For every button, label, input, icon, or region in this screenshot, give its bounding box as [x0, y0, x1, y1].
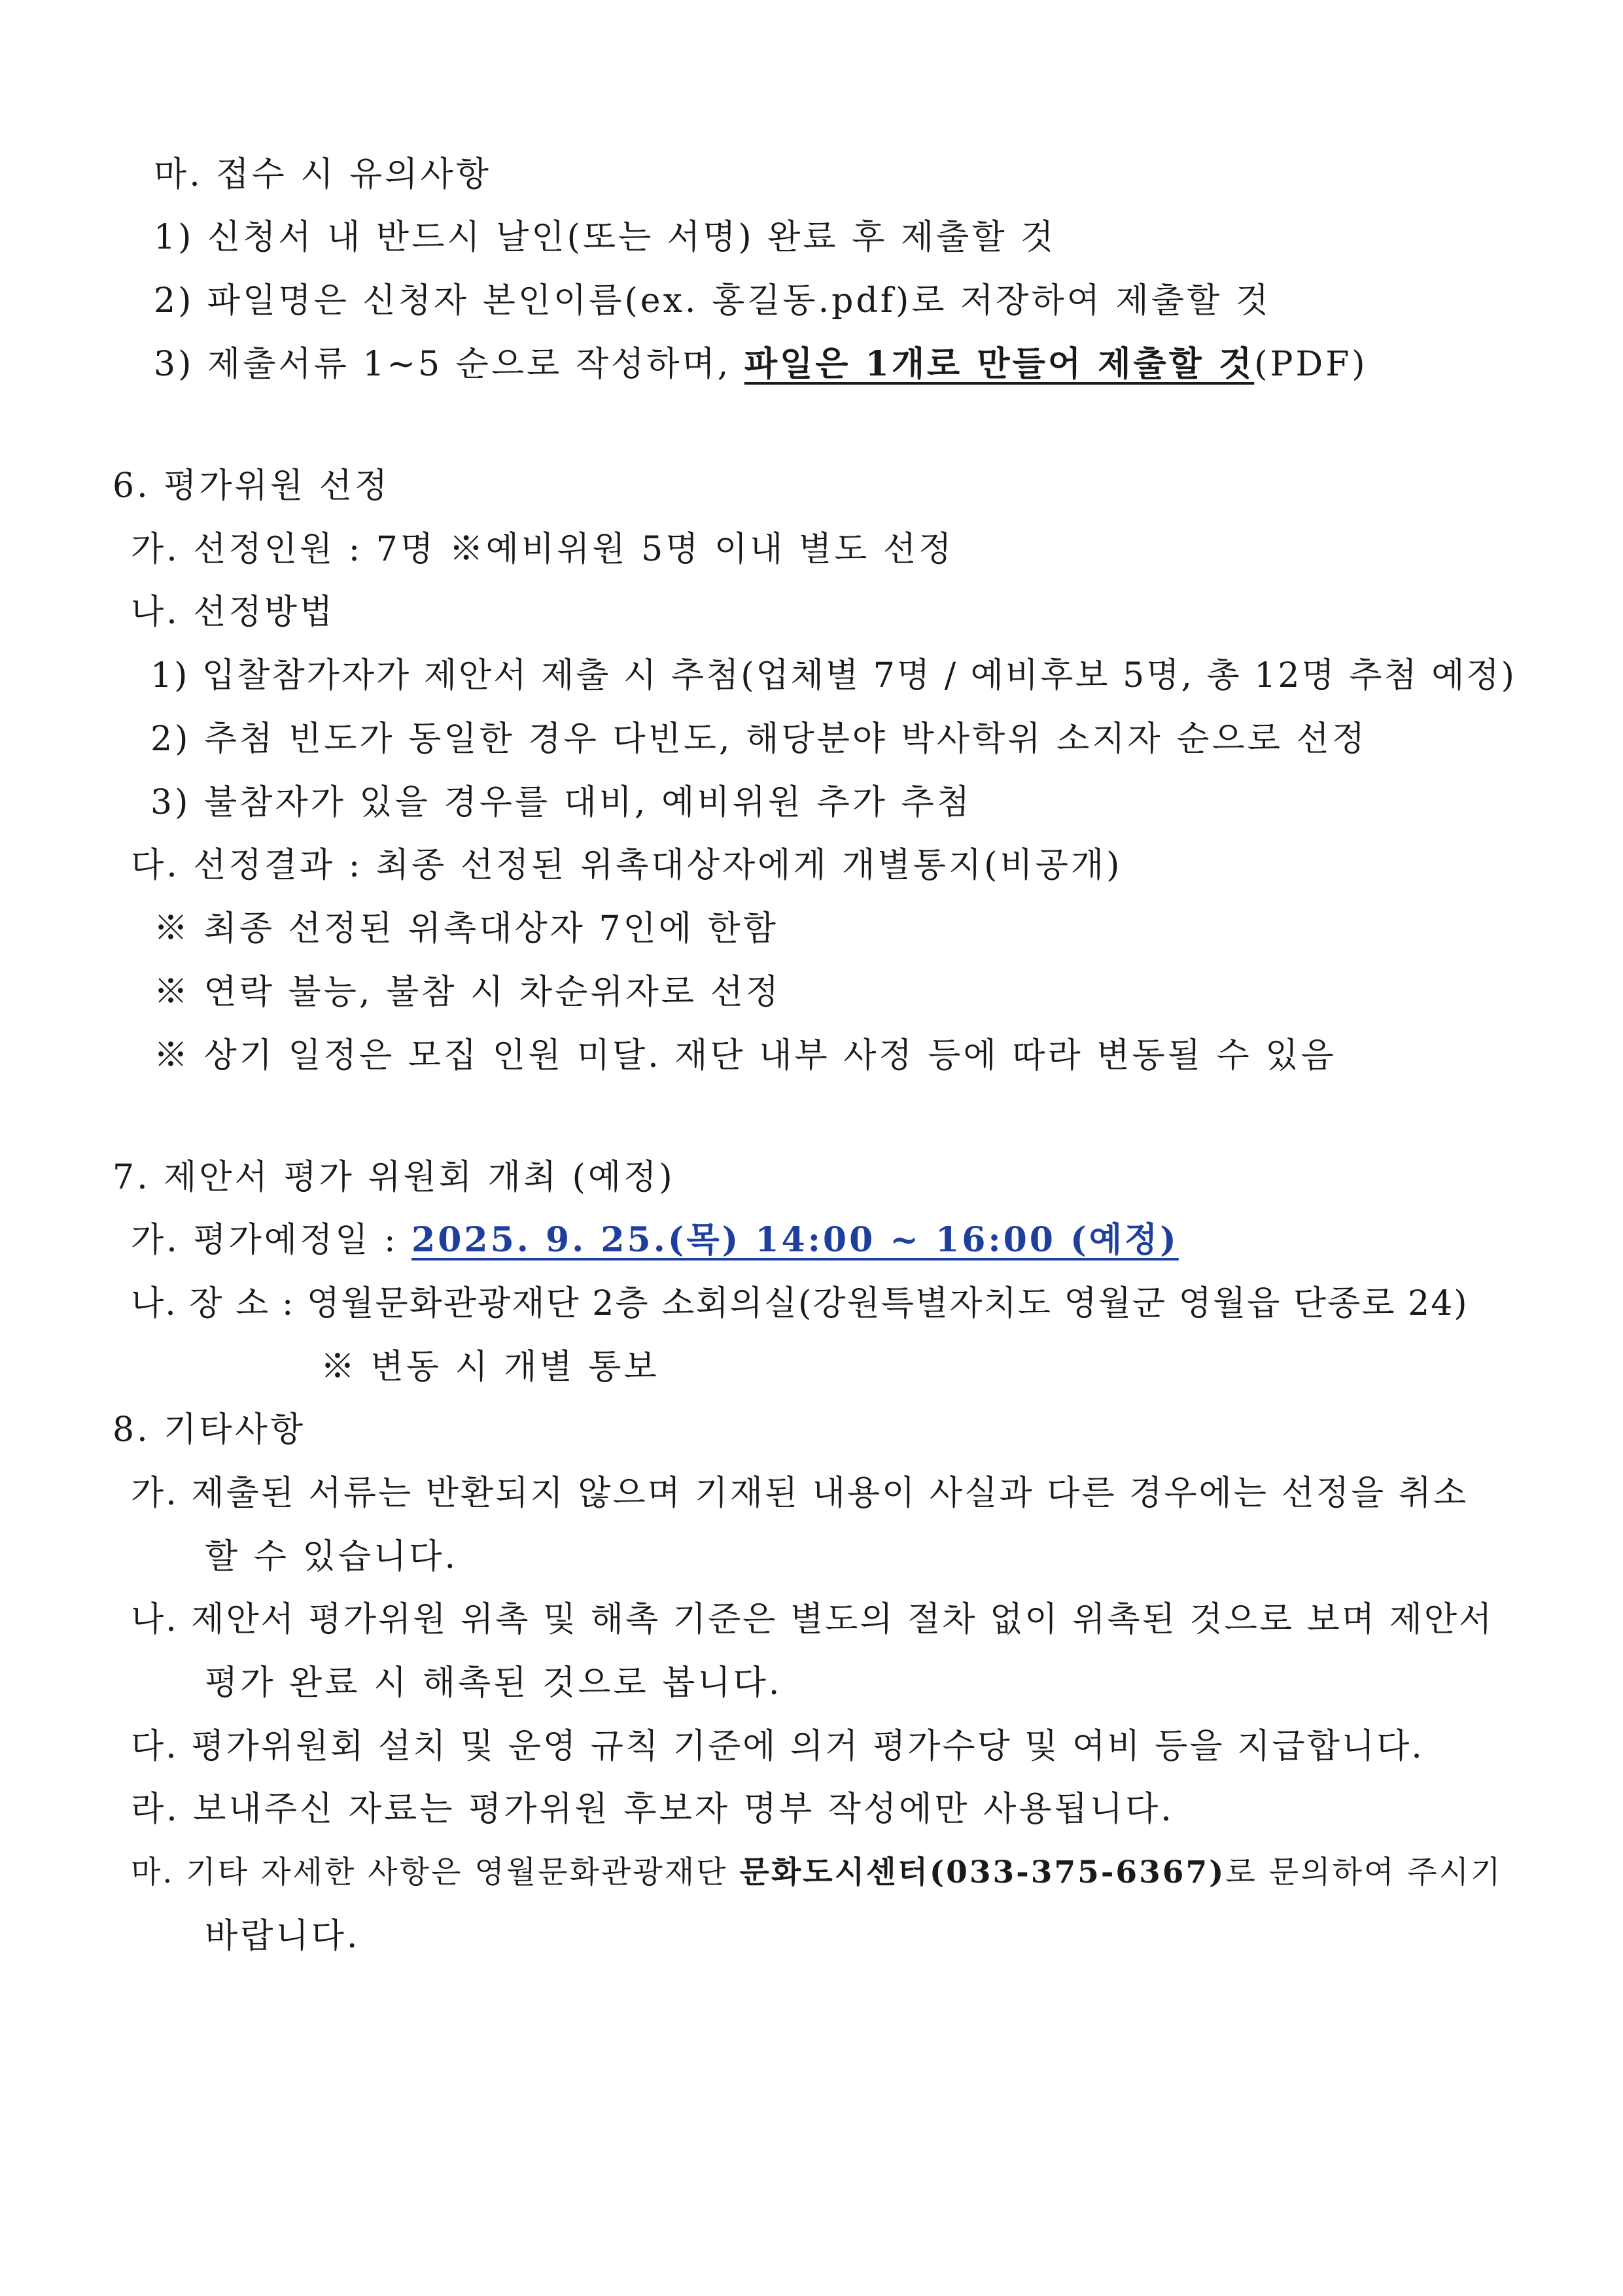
- s8-ga-line-1: 가. 제출된 서류는 반환되지 않으며 기재된 내용이 사실과 다른 경우에는 선정을 취소: [131, 1474, 1469, 1513]
- section-ma-title: 마. 접수 시 유의사항: [154, 155, 491, 194]
- s8-ma-line-2: 바랍니다.: [205, 1917, 360, 1956]
- s8-ga-line-2: 할 수 있습니다.: [205, 1537, 458, 1576]
- s6-da: 다. 선정결과 : 최종 선정된 위촉대상자에게 개별통지(비공개): [131, 846, 1123, 885]
- s7-na: 나. 장 소 : 영월문화관광재단 2층 소회의실(강원특별자치도 영월군 영월읍 단종로 24): [131, 1284, 1469, 1323]
- s8-ra: 라. 보내주신 자료는 평가위원 후보자 명부 작성에만 사용됩니다.: [131, 1790, 1174, 1829]
- s6-note-2: ※ 연락 불능, 불참 시 차순위자로 선정: [154, 973, 781, 1012]
- evaluation-date: 2025. 9. 25.(목) 14:00 ~ 16:00 (예정): [411, 1220, 1179, 1260]
- s6-ga: 가. 선정인원 : 7명 ※예비위원 5명 이내 별도 선정: [131, 530, 954, 569]
- s8-na-line-1: 나. 제안서 평가위원 위촉 및 해촉 기준은 별도의 절차 없이 위촉된 것으로 보며 제안서: [131, 1600, 1494, 1639]
- contact-center: 문화도시센터(033-375-6367): [739, 1854, 1226, 1890]
- s8-na-line-2: 평가 완료 시 해촉된 것으로 봅니다.: [205, 1663, 782, 1703]
- section-7-title: 7. 제안서 평가 위원회 개최 (예정): [113, 1158, 675, 1197]
- ma-item-3-suffix: (PDF): [1254, 345, 1368, 384]
- s6-na-1: 1) 입찰참가자가 제안서 제출 시 추첨(업체별 7명 / 예비후보 5명, 총 12명 추첨 예정): [150, 656, 1516, 695]
- s8-ma-suffix: 로 문의하여 주시기: [1225, 1854, 1503, 1890]
- ma-item-3-text: 3) 제출서류 1~5 순으로 작성하며,: [154, 345, 744, 384]
- ma-item-2: 2) 파일명은 신청자 본인이름(ex. 홍길동.pdf)로 저장하여 제출할 것: [154, 281, 1271, 321]
- s6-note-1: ※ 최종 선정된 위촉대상자 7인에 한함: [154, 909, 778, 948]
- s7-ga: [131, 1221, 1179, 1260]
- ma-item-1: 1) 신청서 내 반드시 날인(또는 서명) 완료 후 제출할 것: [154, 218, 1056, 257]
- s6-note-3: ※ 상기 일정은 모집 인원 미달. 재단 내부 사정 등에 따라 변동될 수 있음: [154, 1036, 1336, 1075]
- s7-ga-label: 가. 평가예정일 :: [131, 1221, 412, 1260]
- section-8-title: 8. 기타사항: [113, 1410, 306, 1450]
- s8-ma-text: 마. 기타 자세한 사항은 영월문화관광재단: [131, 1854, 740, 1890]
- ma-item-3-emphasis: 파일은 1개로 만들어 제출할 것: [744, 344, 1255, 384]
- s6-na: 나. 선정방법: [131, 593, 336, 632]
- s6-na-2: 2) 추첨 빈도가 동일한 경우 다빈도, 해당분야 박사학위 소지자 순으로 선정: [150, 720, 1367, 759]
- s8-da: 다. 평가위원회 설치 및 운영 규칙 기준에 의거 평가수당 및 여비 등을 지급합니다.: [131, 1727, 1424, 1766]
- ma-item-3: [154, 345, 1368, 384]
- s8-ma-line-1: [131, 1853, 1503, 1892]
- section-6-title: 6. 평가위원 선정: [113, 466, 391, 506]
- s6-na-3: 3) 불참자가 있을 경우를 대비, 예비위원 추가 추첨: [150, 783, 973, 822]
- s7-note: ※ 변동 시 개별 통보: [321, 1348, 659, 1387]
